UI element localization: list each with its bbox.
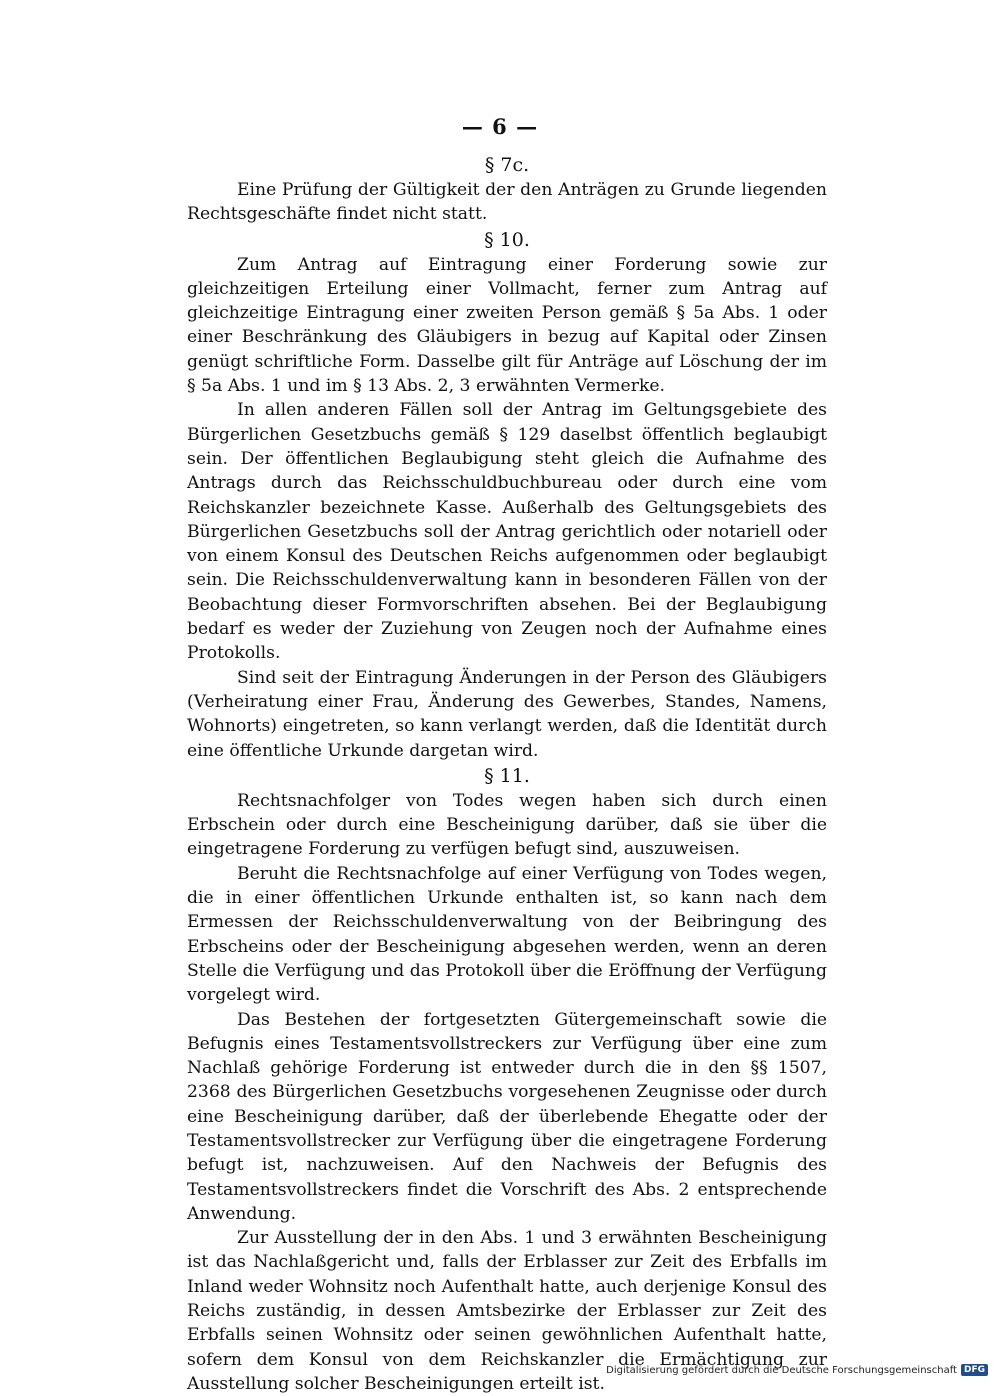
section-7c — [187, 152, 827, 227]
dfg-logo-icon: DFG — [961, 1364, 988, 1376]
section-heading: § 10. — [484, 228, 530, 251]
section-heading: § 7c. — [484, 154, 530, 176]
section-heading: § 11. — [484, 764, 530, 787]
paragraph: Rechtsnachfolger von Todes wegen haben sich durch einen Erbschein oder durch eine Bescheinigung darüber, daß sie über die eingetragene Forderung zu verfügen befugt sind, auszuweisen. — [187, 790, 827, 860]
footer-text: Digitalisierung gefördert durch die Deutsche Forschungsgemeinschaft — [606, 1364, 957, 1376]
paragraph: Zum Antrag auf Eintragung einer Forderung sowie zur gleichzeitigen Erteilung einer Vollmacht, ferner zum Antrag auf gleichzeitige Eintragung einer zweiten Person gemäß § 5a Abs. 1 oder einer Beschränkung des Gläubigers in bezug auf Kapital oder Zinsen genügt schriftliche Form. Dasselbe gilt für Anträge auf Löschung der im § 5a Abs. 1 und im § 13 Abs. 2, 3 erwähnten Vermerke. — [187, 254, 827, 397]
paragraph: Beruht die Rechtsnachfolge auf einer Verfügung von Todes wegen, die in einer öffentlichen Urkunde enthalten ist, so kann nach dem Ermessen der Reichsschuldenverwaltung von der Beibringung des Erbscheins oder der Bescheinigung abgesehen werden, wenn an deren Stelle die Verfügung und das Protokoll über die Eröffnung der Verfügung vorgelegt wird. — [187, 863, 827, 1006]
paragraph: Eine Prüfung der Gültigkeit der den Anträgen zu Grunde liegenden Rechtsgeschäfte findet nicht statt. — [187, 180, 827, 225]
paragraph: Zur Ausstellung der in den Abs. 1 und 3 erwähnten Bescheinigung ist das Nachlaßgericht und, falls der Erblasser zur Zeit des Erbfalls im Inland weder Wohnsitz noch Aufenthalt hatte, auch derjenige Konsul des Reichs zuständig, in dessen Amtsbezirke der Erblasser zur Zeit des Erbfalls seinen Wohnsitz oder seinen gewöhnlichen Aufenthalt hatte, sofern dem Konsul von dem Reichskanzler die Ermächtigung zur Ausstellung solcher Bescheinigungen erteilt ist. — [187, 1228, 827, 1394]
paragraph: Sind seit der Eintragung Änderungen in der Person des Gläubigers (Verheiratung einer Frau, Änderung des Gewerbes, Standes, Namens, Wohnorts) eingetreten, so kann verlangt werden, daß die Identität durch eine öffentliche Urkunde dargetan wird. — [187, 667, 827, 761]
document-body — [187, 152, 827, 1396]
paragraph: In allen anderen Fällen soll der Antrag im Geltungsgebiete des Bürgerlichen Gesetzbuchs gemäß § 129 daselbst öffentlich beglaubigt sein. Der öffentlichen Beglaubigung steht gleich die Aufnahme des Antrags durch das Reichsschuldbuchbureau oder durch eine vom Reichskanzler bezeichnete Kasse. Außerhalb des Geltungsgebiets des Bürgerlichen Gesetzbuchs soll der Antrag gerichtlich oder notariell oder von einem Konsul des Deutschen Reichs aufgenommen oder beglaubigt sein. Die Reichsschuldenverwaltung kann in besonderen Fällen von der Beobachtung dieser Formvorschriften absehen. Bei der Beglaubigung bedarf es weder der Zuziehung von Zeugen noch der Aufnahme eines Protokolls. — [187, 400, 827, 664]
paragraph: Das Bestehen der fortgesetzten Gütergemeinschaft sowie die Befugnis eines Testamentsvollstreckers zur Verfügung über eine zum Nachlaß gehörige Forderung ist entweder durch die in den §§ 1507, 2368 des Bürgerlichen Gesetzbuchs vorgesehenen Zeugnisse oder durch eine Bescheinigung darüber, daß der überlebende Ehegatte oder der Testamentsvollstrecker zur Verfügung über die eingetragene Forderung befugt ist, nachzuweisen. Auf den Nachweis der Befugnis des Testamentsvollstreckers findet die Vorschrift des Abs. 2 entsprechende Anwendung. — [187, 1009, 827, 1224]
digitization-footer — [606, 1364, 988, 1376]
page-number: — 6 — — [461, 114, 539, 139]
section-10 — [187, 227, 827, 763]
section-11 — [187, 763, 827, 1396]
